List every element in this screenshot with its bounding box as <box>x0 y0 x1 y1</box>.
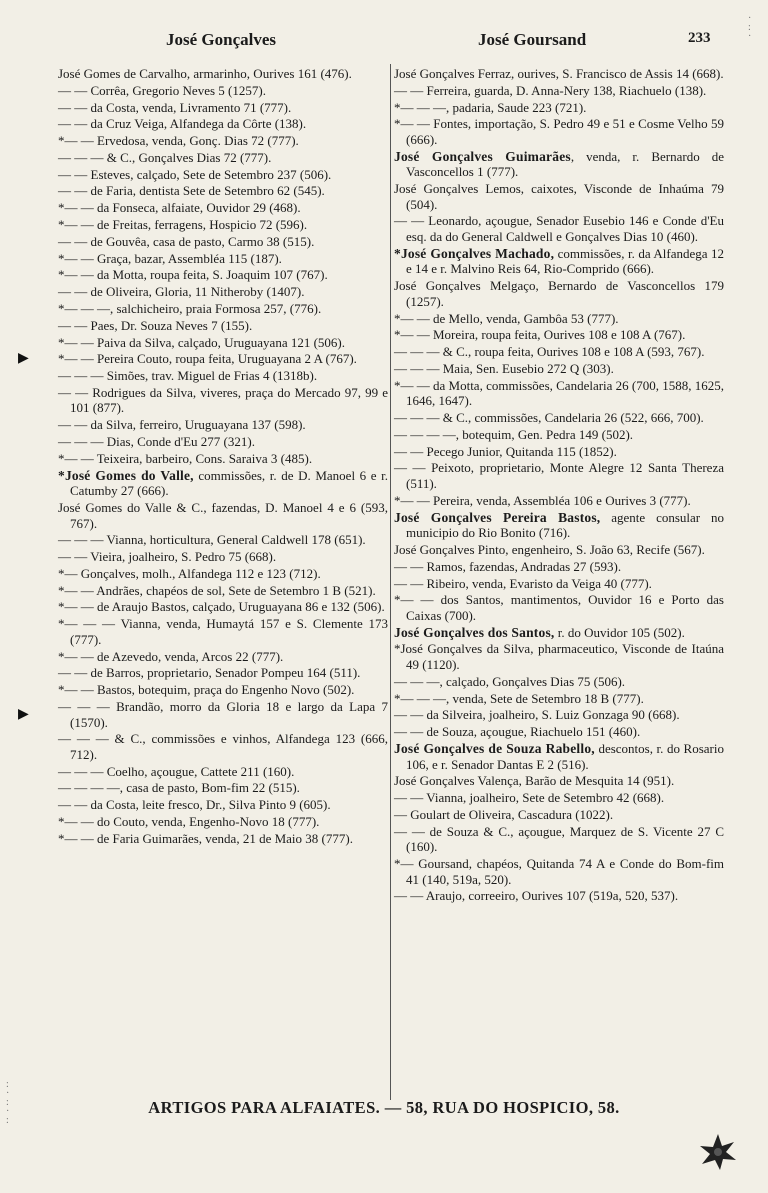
entry-text: — — Corrêa, Gregorio Neves 5 (1257). <box>58 82 266 98</box>
directory-entry <box>58 797 388 813</box>
directory-entry <box>58 731 388 762</box>
directory-entry <box>58 234 388 250</box>
entry-text: — — Araujo, correeiro, Ourives 107 (519a, 520, 537). <box>394 888 679 904</box>
directory-entry <box>58 200 388 216</box>
directory-entry <box>58 500 388 531</box>
entry-text: *— — de Faria Guimarães, venda, 21 de Maio 38 (777). <box>58 830 353 846</box>
entry-text: — — — & C., commissões, Candelaria 26 (522, 666, 700). <box>394 410 704 426</box>
directory-entry <box>58 284 388 300</box>
directory-entry <box>394 378 724 409</box>
entry-text: *José Gonçalves da Silva, pharmaceutico, Visconde de Itaúna 49 (1120). <box>394 641 724 673</box>
entry-text: — — Peixoto, proprietario, Monte Alegre 12 Santa Thereza (511). <box>394 460 724 492</box>
margin-arrow-icon: ▶ <box>18 707 29 722</box>
directory-entry <box>58 682 388 698</box>
entry-text: *— — Graça, bazar, Assembléa 115 (187). <box>58 250 282 266</box>
directory-entry <box>58 764 388 780</box>
entry-text: — — de Faria, dentista Sete de Setembro 62 (545). <box>58 183 325 199</box>
entry-name-bold: José Gonçalves Guimarães <box>394 148 571 164</box>
entry-text: — — Esteves, calçado, Sete de Setembro 237 (506). <box>58 166 332 182</box>
page-number: 233 <box>688 30 711 46</box>
directory-entry <box>58 133 388 149</box>
directory-entry <box>58 780 388 796</box>
directory-entry <box>394 361 724 377</box>
directory-entry <box>394 100 724 116</box>
directory-entry <box>394 149 724 180</box>
directory-entry <box>394 83 724 99</box>
entry-name-bold: José Gonçalves dos Santos, <box>394 624 555 640</box>
entry-text: agente consular no municipio do Rio Bonito (716). <box>406 509 724 541</box>
directory-entry <box>394 707 724 723</box>
entry-text: , venda, r. Bernardo de Vasconcellos 1 (777). <box>406 148 724 180</box>
directory-entry <box>58 616 388 647</box>
directory-entry <box>58 301 388 317</box>
entry-text: *— — de Azevedo, venda, Arcos 22 (777). <box>58 648 284 664</box>
entry-text: *— — da Motta, commissões, Candelaria 26 (700, 1588, 1625, 1646, 1647). <box>394 377 725 409</box>
entry-text: *— — Fontes, importação, S. Pedro 49 e 51 e Cosme Velho 59 (666). <box>394 116 724 147</box>
directory-entry <box>394 460 724 491</box>
directory-entry <box>394 790 724 806</box>
entry-text: *— — da Motta, roupa feita, S. Joaquim 107 (767). <box>58 267 328 283</box>
entry-text: — — — —, casa de pasto, Bom-fim 22 (515). <box>58 780 300 796</box>
entry-text: — — — Coelho, açougue, Cattete 211 (160). <box>58 763 295 779</box>
entry-text: *— — da Fonseca, alfaiate, Ouvidor 29 (468). <box>58 200 301 216</box>
entry-text: — — Vianna, joalheiro, Sete de Setembro 42 (668). <box>394 790 665 806</box>
directory-entry <box>394 559 724 575</box>
entry-text: *— — Paiva da Silva, calçado, Uruguayana 121 (506). <box>58 334 346 350</box>
entry-text: José Gomes de Carvalho, armarinho, Ourives 161 (476). <box>58 66 352 81</box>
directory-entry <box>58 385 388 416</box>
directory-entry <box>58 665 388 681</box>
directory-entry <box>58 814 388 830</box>
entry-text: — — da Silva, ferreiro, Uruguayana 137 (598). <box>58 417 306 433</box>
directory-entry <box>394 641 724 672</box>
directory-entry <box>394 674 724 690</box>
directory-entry <box>394 427 724 443</box>
entry-text: — — Rodrigues da Silva, viveres, praça do Mercado 97, 99 e 101 (877). <box>58 384 388 416</box>
margin-specks-icon: · : · <box>748 13 752 42</box>
entry-text: — — da Costa, venda, Livramento 71 (777). <box>58 99 292 115</box>
entry-name-bold: *José Gonçalves Machado, <box>394 245 555 261</box>
entry-text: — — Paes, Dr. Souza Neves 7 (155). <box>58 317 253 333</box>
entry-text: — — Ramos, fazendas, Andradas 27 (593). <box>394 558 622 574</box>
directory-entry <box>394 824 724 855</box>
directory-entry <box>58 83 388 99</box>
entry-text: *— — dos Santos, mantimentos, Ouvidor 16 e Porto das Caixas (700). <box>394 592 724 623</box>
directory-entry <box>58 167 388 183</box>
footer-advertisement: ARTIGOS PARA ALFAIATES. — 58, RUA DO HOSPICIO, 58. <box>148 1098 620 1117</box>
right-column <box>394 66 724 905</box>
entry-text: José Gonçalves Ferraz, ourives, S. Francisco de Assis 14 (668). <box>394 66 724 81</box>
entry-text: *— — do Couto, venda, Engenho-Novo 18 (777). <box>58 814 320 830</box>
entry-name-bold: *José Gomes do Valle, <box>58 467 194 483</box>
entry-text: *— Goursand, chapéos, Quitanda 74 A e Conde do Bom-fim 41 (140, 519a, 520). <box>394 856 724 887</box>
directory-entry <box>58 599 388 615</box>
directory-entry <box>394 773 724 789</box>
entry-text: José Gonçalves Melgaço, Bernardo de Vasconcellos 179 (1257). <box>394 278 724 309</box>
directory-entry <box>58 699 388 730</box>
directory-entry <box>58 100 388 116</box>
directory-entry <box>58 335 388 351</box>
margin-specks-icon: : · : · : <box>6 1079 10 1126</box>
directory-entry <box>394 888 724 904</box>
entry-text: — — —, calçado, Gonçalves Dias 75 (506). <box>394 673 626 689</box>
directory-entry <box>394 856 724 887</box>
directory-entry <box>58 532 388 548</box>
entry-text: — — — Dias, Conde d'Eu 277 (321). <box>58 434 255 449</box>
directory-entry <box>394 625 724 641</box>
entry-text: *— — de Mello, venda, Gambôa 53 (777). <box>394 310 619 326</box>
directory-entry <box>58 417 388 433</box>
directory-entry <box>58 831 388 847</box>
directory-entry <box>58 566 388 582</box>
entry-text: *— — Pereira, venda, Assembléa 106 e Ourives 3 (777). <box>394 492 691 508</box>
entry-text: *— — Bastos, botequim, praça do Engenho Novo (502). <box>58 682 355 698</box>
entry-text: — Goulart de Oliveira, Cascadura (1022). <box>394 806 614 822</box>
directory-entry <box>394 116 724 147</box>
entry-text: — — de Gouvêa, casa de pasto, Carmo 38 (515). <box>58 233 315 249</box>
directory-entry <box>394 493 724 509</box>
directory-entry <box>394 327 724 343</box>
corner-ornament-icon <box>696 1130 740 1174</box>
directory-entry <box>394 181 724 212</box>
directory-entry <box>394 724 724 740</box>
directory-entry <box>394 246 724 277</box>
entry-text: José Gonçalves Pinto, engenheiro, S. João 63, Recife (567). <box>394 541 705 557</box>
entry-text: — — Ferreira, guarda, D. Anna-Nery 138, Riachuelo (138). <box>394 82 707 98</box>
entry-text: — — da Silveira, joalheiro, S. Luiz Gonzaga 90 (668). <box>394 707 680 723</box>
header-left-name: José Gonçalves <box>166 30 277 49</box>
directory-entry <box>394 66 724 82</box>
entry-text: José Gonçalves Valença, Barão de Mesquita 14 (951). <box>394 773 675 789</box>
entry-text: — — — Brandão, morro da Gloria 18 e largo da Lapa 7 (1570). <box>58 698 388 730</box>
entry-text: *— — —, venda, Sete de Setembro 18 B (777). <box>394 690 644 706</box>
entry-text: commissões, r. de D. Manoel 6 e r. Catumby 27 (666). <box>70 467 388 499</box>
directory-entry <box>58 150 388 166</box>
entry-text: — — de Souza, açougue, Riachuelo 151 (460). <box>394 724 641 740</box>
directory-entry <box>394 344 724 360</box>
entry-text: — — de Oliveira, Gloria, 11 Nitheroby (1407). <box>58 284 305 300</box>
directory-entry <box>394 311 724 327</box>
entry-text: — — — & C., roupa feita, Ourives 108 e 108 A (593, 767). <box>394 344 705 360</box>
margin-arrow-icon: ▶ <box>18 351 29 366</box>
directory-entry <box>58 451 388 467</box>
entry-text: — — Pecego Junior, Quitanda 115 (1852). <box>394 443 617 459</box>
entry-text: — — — & C., Gonçalves Dias 72 (777). <box>58 149 272 165</box>
entry-text: — — Vieira, joalheiro, S. Pedro 75 (668). <box>58 549 277 565</box>
directory-entry <box>394 410 724 426</box>
entry-name-bold: José Gonçalves Pereira Bastos, <box>394 509 601 525</box>
directory-entry <box>58 468 388 499</box>
directory-entry <box>58 351 388 367</box>
header-right-name: José Goursand <box>478 30 587 49</box>
entry-text: — — de Barros, proprietario, Senador Pompeu 164 (511). <box>58 665 361 681</box>
directory-entry <box>58 318 388 334</box>
entry-text: *— — de Freitas, ferragens, Hospicio 72 (596). <box>58 217 308 233</box>
directory-entry <box>58 549 388 565</box>
directory-entry <box>58 183 388 199</box>
directory-entry <box>394 444 724 460</box>
directory-entry <box>58 583 388 599</box>
directory-entry <box>58 368 388 384</box>
entry-text: *— Gonçalves, molh., Alfandega 112 e 123 (712). <box>58 565 321 581</box>
entry-text: *— — Ervedosa, venda, Gonç. Dias 72 (777). <box>58 133 299 149</box>
directory-entry <box>58 66 388 82</box>
directory-entry <box>394 278 724 309</box>
column-divider <box>390 64 391 1100</box>
entry-text: José Gonçalves Lemos, caixotes, Visconde de Inhaúma 79 (504). <box>394 181 724 212</box>
entry-text: — — da Cruz Veiga, Alfandega da Côrte (138). <box>58 116 307 132</box>
entry-text: r. do Ouvidor 105 (502). <box>554 624 685 640</box>
entry-text: *— — Teixeira, barbeiro, Cons. Saraiva 3 (485). <box>58 450 313 466</box>
entry-text: *— — —, salchicheiro, praia Formosa 257, (776). <box>58 300 322 316</box>
entry-text: — — da Costa, leite fresco, Dr., Silva Pinto 9 (605). <box>58 797 331 813</box>
running-header <box>0 30 768 56</box>
entry-text: commissões, r. da Alfandega 12 e 14 e r. Malvino Reis 64, Rio-Comprido (666). <box>406 245 725 277</box>
directory-entry <box>394 592 724 623</box>
entry-name-bold: José Gonçalves de Souza Rabello, <box>394 740 595 756</box>
entry-text: — — — Simões, trav. Miguel de Frias 4 (1318b). <box>58 368 318 384</box>
directory-entry <box>58 217 388 233</box>
entry-text: — — — Vianna, horticultura, General Caldwell 178 (651). <box>58 532 366 548</box>
directory-entry <box>394 741 724 772</box>
entry-text: — — — Maia, Sen. Eusebio 272 Q (303). <box>394 360 614 376</box>
directory-entry <box>394 510 724 541</box>
entry-text: — — Ribeiro, venda, Evaristo da Veiga 40 (777). <box>394 575 652 591</box>
entry-text: — — Leonardo, açougue, Senador Eusebio 146 e Conde d'Eu esq. da do General Caldwell e Gonçalves Dias 10 (460). <box>394 213 724 245</box>
directory-entry <box>58 267 388 283</box>
entry-text: *— — Moreira, roupa feita, Ourives 108 e 108 A (767). <box>394 327 686 343</box>
directory-entry <box>394 576 724 592</box>
entry-text: *— — Pereira Couto, roupa feita, Uruguayana 2 A (767). <box>58 351 357 367</box>
directory-entry <box>394 691 724 707</box>
entry-text: *— — Andrães, chapéos de sol, Sete de Setembro 1 B (521). <box>58 582 376 598</box>
directory-entry <box>58 434 388 450</box>
directory-entry <box>394 807 724 823</box>
directory-entry <box>394 213 724 244</box>
entry-text: — — de Souza & C., açougue, Marquez de S. Vicente 27 C (160). <box>394 823 724 855</box>
entry-text: *— — —, padaria, Saude 223 (721). <box>394 99 587 115</box>
entry-text: *— — de Araujo Bastos, calçado, Uruguayana 86 e 132 (506). <box>58 599 385 615</box>
entry-text: — — — —, botequim, Gen. Pedra 149 (502). <box>394 426 634 442</box>
entry-text: José Gomes do Valle & C., fazendas, D. Manoel 4 e 6 (593, 767). <box>58 499 388 531</box>
directory-entry <box>394 542 724 558</box>
left-column <box>58 66 388 848</box>
entry-text: *— — — Vianna, venda, Humaytá 157 e S. Clemente 173 (777). <box>58 616 388 647</box>
directory-entry <box>58 649 388 665</box>
entry-text: descontos, r. do Rosario 106, e r. Senador Dantas E 2 (516). <box>406 740 725 772</box>
directory-entry <box>58 116 388 132</box>
directory-entry <box>58 251 388 267</box>
entry-text: — — — & C., commissões e vinhos, Alfandega 123 (666, 712). <box>58 731 388 762</box>
